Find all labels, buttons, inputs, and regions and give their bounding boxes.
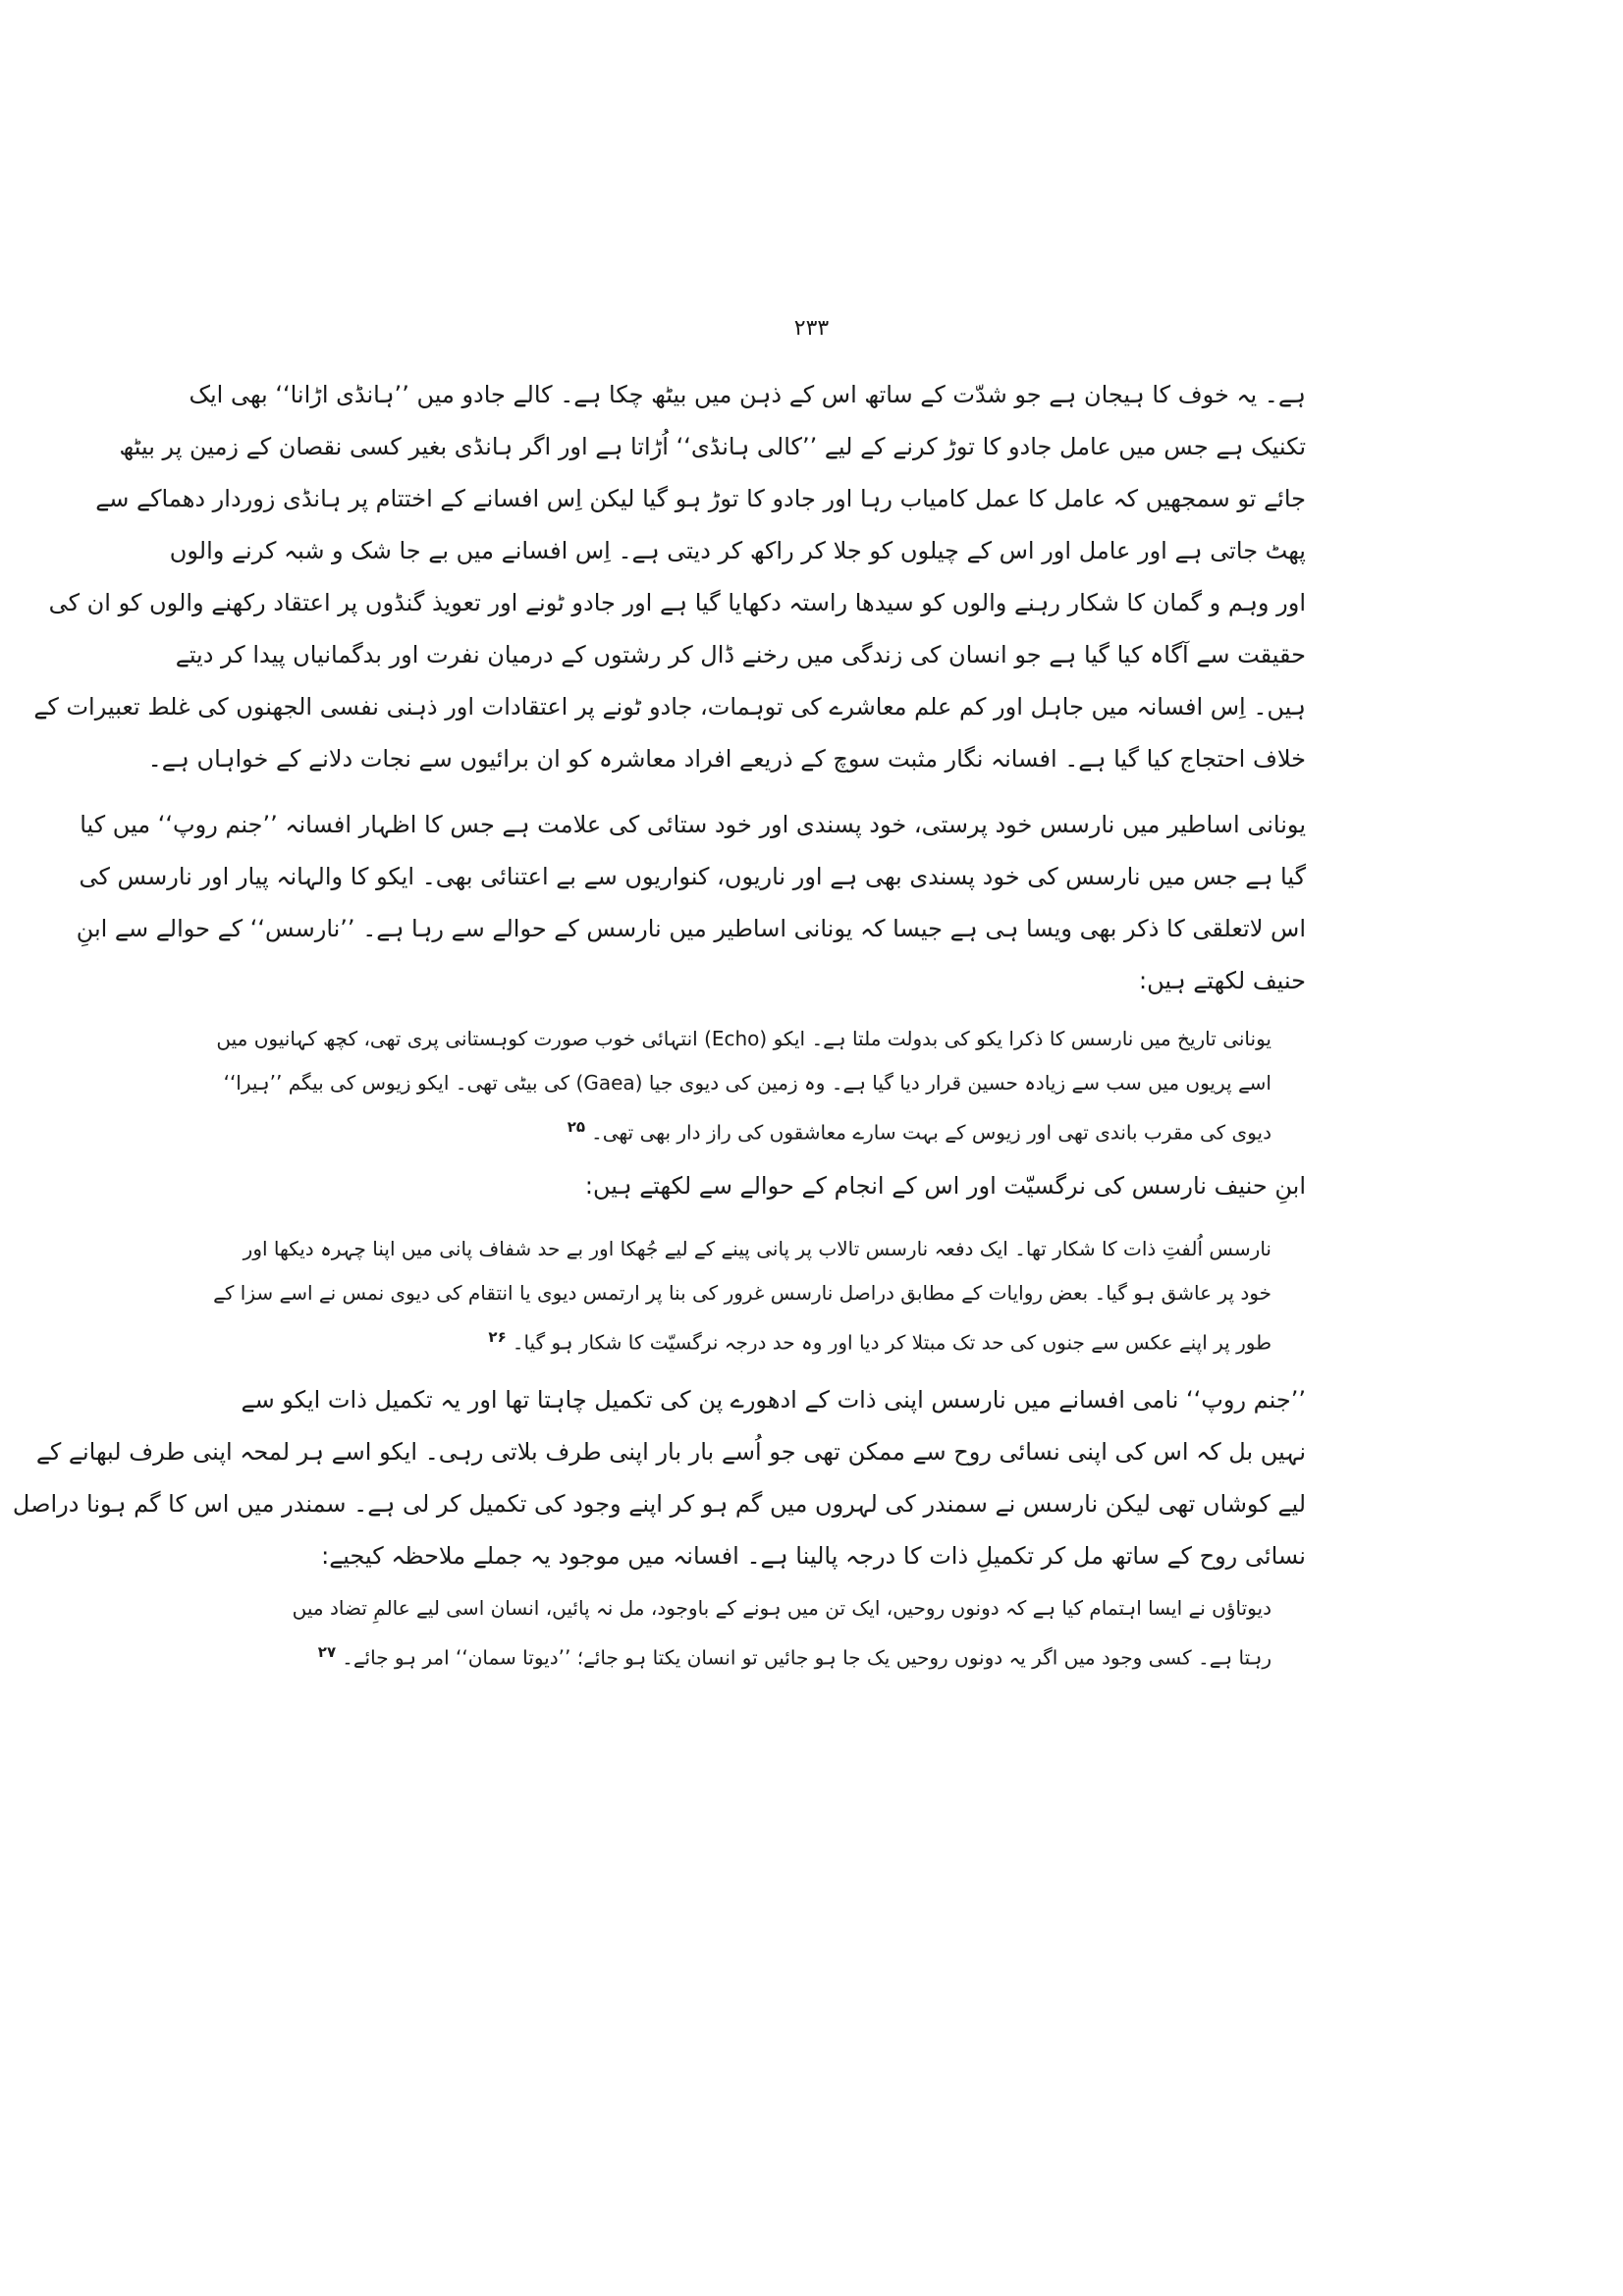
text-line: تکنیک ہے جس میں عامل جادو کا توڑ کرنے کے لیے ’’کالی ہانڈی‘‘ اُڑاتا ہے اور اگر ہانڈی بغیر کسی نقصان کے زمین پر بیٹھ — [119, 433, 1306, 460]
block-quote-1 — [216, 1017, 1271, 1149]
quote-line — [317, 1630, 1271, 1675]
text-line: ابنِ حنیف نارسس کی نرگسیّت اور اس کے انجام کے حوالے سے لکھتے ہیں: — [584, 1172, 1306, 1200]
text-line: پھٹ جاتی ہے اور عامل اور اس کے چیلوں کو جلا کر راکھ کر دیتی ہے۔ اِس افسانے میں بے جا شک و شبہ کرنے والوں — [169, 537, 1306, 564]
footnote-marker: ۲۷ — [317, 1643, 337, 1661]
quote-text: طور پر اپنے عکس سے جنوں کی حد تک مبتلا کر دیا اور وہ حد درجہ نرگسیّت کا شکار ہو گیا۔ — [512, 1330, 1271, 1355]
paragraph-1 — [33, 369, 1306, 785]
text-line: اس لاتعلقی کا ذکر بھی ویسا ہی ہے جیسا کہ یونانی اساطیر میں نارسس کے حوالے سے رہا ہے۔ ’’نارسس‘‘ کے حوالے سے ابنِ — [76, 915, 1306, 942]
quote-text: رہتا ہے۔ کسی وجود میں اگر یہ دونوں روحیں یک جا ہو جائیں تو انسان یکتا ہو جائے؛ ’’دیوتا سمان‘‘ امر ہو جائے۔ — [342, 1645, 1271, 1670]
text-line: نہیں بل کہ اس کی اپنی نسائی روح سے ممکن تھی جو اُسے بار بار اپنی طرف بلاتی رہی۔ ایکو اسے ہر لمحہ اپنی طرف لبھانے کے — [35, 1438, 1306, 1466]
text-line: جائے تو سمجھیں کہ عامل کا عمل کامیاب رہا اور جادو کا توڑ ہو گیا لیکن اِس افسانے کے اختتام پر ہانڈی زوردار دھماکے سے — [95, 485, 1306, 512]
quote-line: اسے پریوں میں سب سے زیادہ حسین قرار دیا گیا ہے۔ وہ زمین کی دیوی جیا (Gaea) کی بیٹی تھی۔ ایکو زیوس کی بیگم ’’ہیرا‘‘ — [223, 1071, 1271, 1095]
block-quote-3 — [292, 1586, 1271, 1675]
quote-line — [358, 1315, 1271, 1360]
text-line: نسائی روح کے ساتھ مل کر تکمیلِ ذات کا درجہ پالینا ہے۔ افسانہ میں موجود یہ جملے ملاحظہ کیجیے: — [321, 1542, 1306, 1570]
text-line: یونانی اساطیر میں نارسس خود پرستی، خود پسندی اور خود ستائی کی علامت ہے جس کا اظہار افسانہ ’’جنم روپ‘‘ میں کیا — [80, 811, 1306, 838]
quote-line: نارسس اُلفتِ ذات کا شکار تھا۔ ایک دفعہ نارسس تالاب پر پانی پینے کے لیے جُھکا اور بے حد شفاف پانی میں اپنا چہرہ دیکھا اور — [243, 1237, 1271, 1260]
quote-line: دیوتاؤں نے ایسا اہتمام کیا ہے کہ دونوں روحیں، ایک تن میں ہونے کے باوجود، مل نہ پائیں، انسان اسی لیے عالمِ تضاد میں — [292, 1596, 1271, 1620]
text-line: ہے۔ یہ خوف کا ہیجان ہے جو شدّت کے ساتھ اس کے ذہن میں بیٹھ چکا ہے۔ کالے جادو میں ’’ہانڈی اڑانا‘‘ بھی ایک — [189, 381, 1306, 408]
quote-line: خود پر عاشق ہو گیا۔ بعض روایات کے مطابق دراصل نارسس غرور کی بنا پر ارتمس دیوی یا انتقام کی دیوی نمس نے اسے سزا کے — [213, 1281, 1271, 1305]
quote-line: یونانی تاریخ میں نارسس کا ذکرا یکو کی بدولت ملتا ہے۔ ایکو (Echo) انتہائی خوب صورت کوہستانی پری تھی، کچھ کہانیوں میں — [216, 1027, 1271, 1050]
quote-text: دیوی کی مقرب باندی تھی اور زیوس کے بہت سارے معاشقوں کی راز دار بھی تھی۔ — [591, 1120, 1271, 1145]
block-quote-2 — [213, 1227, 1271, 1360]
text-line: لیے کوشاں تھی لیکن نارسس نے سمندر کی لہروں میں گم ہو کر اپنے وجود کی تکمیل کر لی ہے۔ سمندر میں اس کا گم ہونا دراصل — [12, 1490, 1306, 1518]
text-line: خلاف احتجاج کیا گیا ہے۔ افسانہ نگار مثبت سوچ کے ذریعے افراد معاشرہ کو ان برائیوں سے نجات دلانے کے خواہاں ہے۔ — [147, 745, 1306, 773]
text-line: حنیف لکھتے ہیں: — [1138, 967, 1306, 994]
text-line: ’’جنم روپ‘‘ نامی افسانے میں نارسس اپنی ذات کے ادھورے پن کی تکمیل چاہتا تھا اور یہ تکمیل ذات ایکو سے — [241, 1386, 1306, 1414]
text-line: گیا ہے جس میں نارسس کی خود پسندی بھی ہے اور ناریوں، کنواریوں سے بے اعتنائی بھی۔ ایکو کا والہانہ پیار اور نارسس کی — [79, 863, 1306, 890]
text-line: اور وہم و گمان کا شکار رہنے والوں کو سیدھا راستہ دکھایا گیا ہے اور جادو ٹونے اور تعویذ گنڈوں پر اعتقاد رکھنے والوں کو ان کی — [48, 589, 1306, 616]
footnote-marker: ۲۵ — [567, 1118, 586, 1136]
page-number: ۲۳۳ — [793, 316, 830, 341]
quote-line — [358, 1105, 1271, 1149]
text-line: حقیقت سے آگاہ کیا گیا ہے جو انسان کی زندگی میں رخنے ڈال کر رشتوں کے درمیان نفرت اور بدگمانیاں پیدا کر دیتے — [175, 641, 1306, 668]
footnote-marker: ۲۶ — [488, 1328, 507, 1346]
text-line: ہیں۔ اِس افسانہ میں جاہل اور کم علم معاشرے کی توہمات، جادو ٹونے پر اعتقادات اور ذہنی نفسی الجھنوں کی غلط تعبیرات کے — [33, 693, 1306, 721]
quote-2-intro — [324, 1160, 1306, 1212]
paragraph-2 — [76, 799, 1306, 1007]
paragraph-3 — [12, 1374, 1306, 1582]
